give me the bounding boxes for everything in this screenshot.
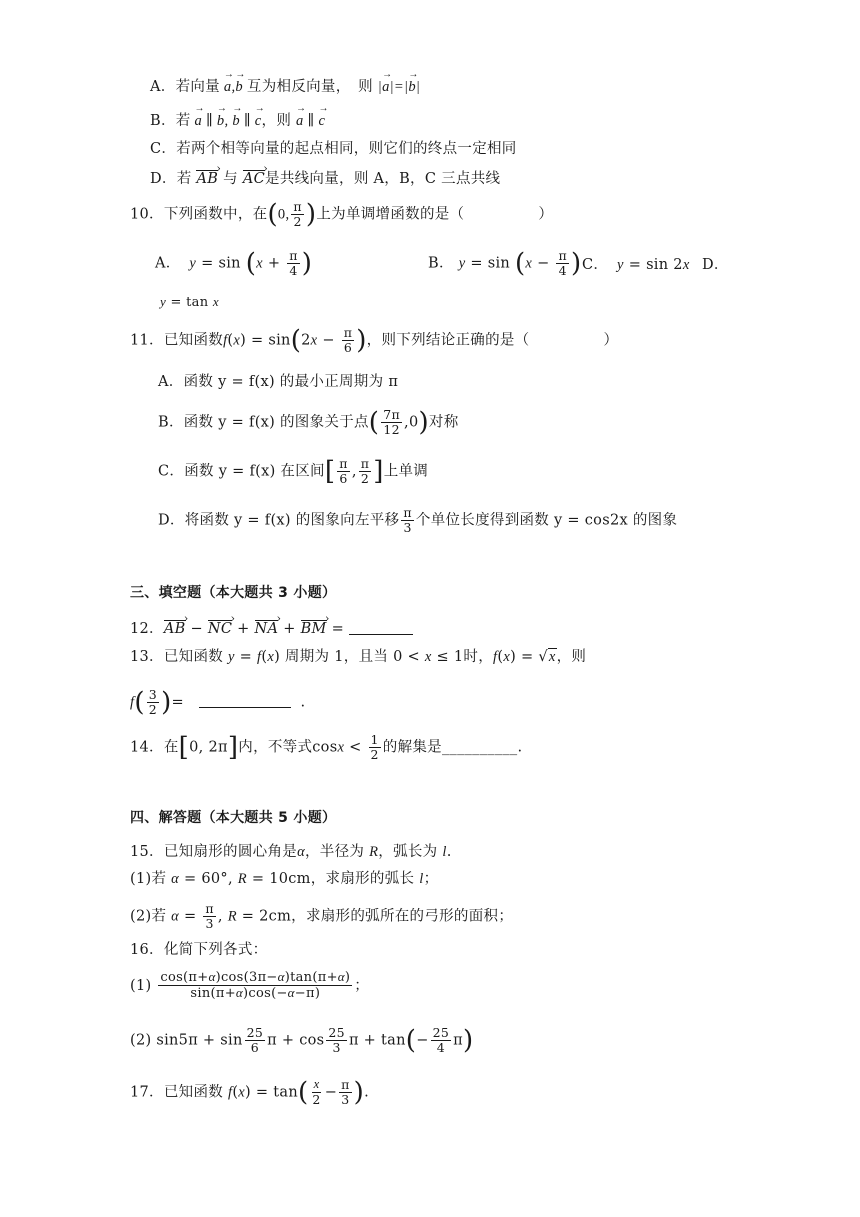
q16-part-1: (1) $\frac{\cos(\pi+\alpha)\cos(3\pi-\alpha)\tan(\pi+\alpha)}{\sin(\pi+\alpha)\cos(-\alpha-\pi)}$ ；: [130, 969, 370, 1002]
q15-part-2: (2)若 α = $\frac{\pi}{3}$ , R = 2cm，求扇形的弧所在的弓形的面积；: [130, 901, 514, 931]
q10-stem: 10．下列函数中，在(0, $\frac{\pi}{2}$ )上为单调增函数的是（ ）: [130, 199, 554, 230]
q10-stem-pre: 10．下列函数中，在: [130, 206, 268, 223]
q15-part-1: (1)若 α = 60°, R = 10cm，求扇形的弧长 l；: [130, 871, 439, 887]
q11-stem: 11．已知函数f(x) = sin(2x − $\frac{\pi}{6}$ )，则下列结论正确的是（ ）: [130, 325, 619, 356]
q9-option-d: [150, 170, 500, 187]
q14-mid: 内，不等式: [238, 739, 313, 756]
q9-b-text: B．若: [150, 113, 191, 129]
q11-stem-post: ，则下列结论正确的是（ ）: [366, 332, 619, 349]
q10-option-c: C． y = sin 2x: [582, 257, 690, 273]
q9-d-text: D．若: [150, 171, 192, 187]
q10-option-d-label: D．: [702, 257, 729, 273]
q11-stem-pre: 11．已知函数: [130, 332, 224, 349]
q10-a-label: A．: [155, 255, 181, 272]
q9-option-a: A．若向量 → a,→ b 互为相反向量， 则 |→ a|=|→ b|: [150, 80, 420, 95]
q10-option-a: A． y = sin (x + $\frac{\pi}{4}$ ): [155, 248, 313, 279]
vector-ab: AB ›: [196, 170, 218, 187]
q13-stem: 13．已知函数 y = f(x) 周期为 1，且当 0 < x ≤ 1时，f(x) = √x，则: [130, 649, 587, 665]
section-4-title: 四、解答题（本大题共 5 小题）: [130, 810, 337, 826]
q9-a-text: A．若向量: [150, 79, 220, 95]
q17-stem: 17．已知函数 f(x) = tan( $\frac{x}{2}$ − $\frac{\pi}{3}$ ).: [130, 1077, 370, 1108]
q10-b-label: B．: [428, 255, 454, 272]
q14: 14．在[0, 2π]内，不等式cosx < $\frac{1}{2}$ 的解集是__________.: [130, 732, 523, 763]
q11-c-pre: C．函数 y = f(x) 在区间: [158, 463, 325, 480]
q11-d-post: 个单位长度得到函数 y = cos2x 的图象: [415, 512, 678, 529]
q10-c-label: C．: [582, 257, 609, 273]
q10-stem-post: 上为单调增函数的是（ ）: [316, 206, 554, 223]
q11-d-pre: D．将函数 y = f(x) 的图象向左平移: [158, 512, 400, 529]
q16-stem: 16．化简下列各式：: [130, 942, 268, 958]
q9-option-b: B．若 → a ∥ → b, → b ∥ → c，则 → a ∥ → c: [150, 114, 325, 129]
vector-ac: AC ›: [243, 170, 265, 187]
q10-option-b: B． y = sin (x − $\frac{\pi}{4}$ ): [428, 248, 582, 279]
q11-option-a: A．函数 y = f(x) 的最小正周期为 π: [158, 374, 399, 390]
q11-option-d: D．将函数 y = f(x) 的图象向左平移 $\frac{\pi}{3}$ 个单位长度得到函数 y = cos2x 的图象: [158, 505, 678, 535]
q14-pre: 14．在: [130, 739, 179, 756]
q15-stem: 15．已知扇形的圆心角是α，半径为 R，弧长为 l.: [130, 844, 452, 860]
q9-option-c: C．若两个相等向量的起点相同，则它们的终点一定相同: [150, 141, 517, 157]
q11-c-post: 上单调: [383, 463, 429, 480]
q16-part-2: (2) sin5π + sin $\frac{25}{6}$ π + cos $\frac{25}{3}$ π + tan(− $\frac{25}{4}$ π): [130, 1025, 474, 1056]
q11-option-b: B．函数 y = f(x) 的图象关于点( $\frac{7\pi}{12}$ ,0)对称: [158, 407, 459, 438]
section-3-title: 三、填空题（本大题共 3 小题）: [130, 585, 337, 601]
q9-d-yu: 与: [223, 171, 238, 187]
q14-post: 的解集是__________.: [382, 739, 523, 756]
q10-option-d-expr: y = tan x: [160, 294, 219, 310]
q12: 12．AB › − NC › + NA › + BM › =: [130, 620, 413, 637]
q9-d-end: 是共线向量，则 A，B，C 三点共线: [265, 171, 501, 187]
q13-ask: f( $\frac{3}{2}$ )= .: [130, 687, 306, 718]
q11-b-post: 对称: [428, 414, 459, 431]
q11-b-pre: B．函数 y = f(x) 的图象关于点: [158, 414, 369, 431]
q11-option-c: C．函数 y = f(x) 在区间[ $\frac{\pi}{6}$ , $\frac{\pi}{2}$ ]上单调: [158, 456, 429, 487]
